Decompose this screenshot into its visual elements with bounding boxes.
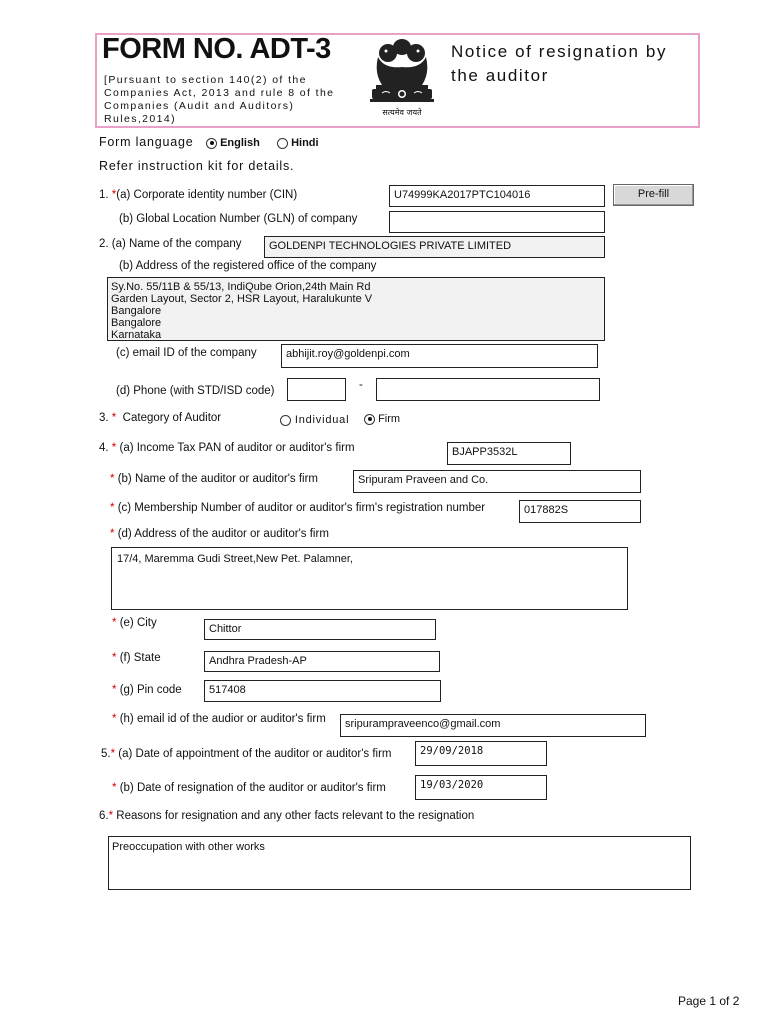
city-label: (e) City: [119, 617, 157, 629]
city-field[interactable]: Chittor: [204, 619, 436, 640]
auditor-name-row: [110, 473, 318, 485]
company-name-field[interactable]: GOLDENPI TECHNOLOGIES PRIVATE LIMITED: [264, 236, 605, 258]
page-number: Page 1 of 2: [678, 994, 740, 1008]
phone-label: (d) Phone (with STD/ISD code): [116, 385, 275, 397]
cin-field[interactable]: U74999KA2017PTC104016: [389, 185, 605, 207]
membership-field[interactable]: 017882S: [519, 500, 641, 523]
membership-label: (c) Membership Number of auditor or auditor's firm's registration number: [117, 502, 486, 514]
appointment-date-field[interactable]: 29/09/2018: [415, 741, 547, 766]
pan-field[interactable]: BJAPP3532L: [447, 442, 571, 465]
company-email-label: (c) email ID of the company: [116, 347, 257, 359]
q2-number: 2.: [99, 238, 109, 250]
address-line: Bangalore: [111, 317, 162, 329]
q5-number: 5.: [101, 748, 111, 760]
category-individual-option[interactable]: [280, 414, 349, 426]
required-mark: *: [110, 502, 115, 514]
pin-label: (g) Pin code: [119, 684, 182, 696]
auditor-email-label: (h) email id of the audior or auditor's firm: [119, 713, 326, 725]
q1-number: 1.: [99, 189, 109, 201]
q5-row-label: [101, 748, 392, 760]
required-mark: *: [112, 713, 117, 725]
city-row: [112, 617, 157, 629]
required-mark: *: [110, 748, 116, 760]
language-hindi-label: Hindi: [291, 137, 319, 149]
emblem-motto: सत्यमेव जयते: [382, 108, 422, 117]
q3-row-label: [99, 412, 221, 424]
reasons-field[interactable]: Preoccupation with other works: [108, 836, 691, 890]
required-mark: *: [112, 782, 117, 794]
appointment-label: (a) Date of appointment of the auditor or auditor's firm: [118, 748, 392, 760]
q4-number: 4.: [99, 442, 109, 454]
required-mark: *: [110, 528, 115, 540]
membership-row: [110, 502, 485, 514]
phone-number-field[interactable]: [376, 378, 600, 401]
state-field[interactable]: Andhra Pradesh-AP: [204, 651, 440, 672]
required-mark: *: [112, 684, 117, 696]
phone-dash: -: [359, 379, 363, 391]
radio-hindi[interactable]: [277, 138, 288, 149]
address-label: (b) Address of the registered office of the company: [119, 260, 377, 272]
address-line: Garden Layout, Sector 2, HSR Layout, Haralukunte V: [111, 293, 373, 305]
required-mark: *: [111, 412, 117, 424]
radio-english[interactable]: [206, 138, 217, 149]
required-mark: *: [108, 810, 114, 822]
cin-label: (a) Corporate identity number (CIN): [116, 189, 298, 201]
registered-address-field[interactable]: [107, 277, 605, 341]
address-line: Sy.No. 55/11B & 55/13, IndiQube Orion,24th Main Rd: [111, 281, 371, 293]
required-mark: *: [111, 442, 117, 454]
gln-field[interactable]: [389, 211, 605, 233]
pin-row: [112, 684, 182, 696]
q1-row-label: [99, 189, 297, 201]
auditor-name-field[interactable]: Sripuram Praveen and Co.: [353, 470, 641, 493]
auditor-email-row: [112, 713, 326, 725]
resignation-date-row: [112, 782, 386, 794]
resignation-date-label: (b) Date of resignation of the auditor or auditor's firm: [119, 782, 386, 794]
radio-firm[interactable]: [364, 414, 375, 425]
q3-number: 3.: [99, 412, 109, 424]
form-language-label: Form language: [99, 135, 194, 149]
auditor-address-row: [110, 528, 329, 540]
reasons-label: Reasons for resignation and any other facts relevant to the resignation: [116, 810, 475, 822]
required-mark: *: [110, 473, 115, 485]
pan-label: (a) Income Tax PAN of auditor or auditor's firm: [119, 442, 355, 454]
auditor-address-field[interactable]: 17/4, Maremma Gudi Street,New Pet. Palamner,: [111, 547, 628, 610]
category-label: Category of Auditor: [122, 412, 222, 424]
q6-row-label: [99, 810, 474, 822]
q6-number: 6.: [99, 810, 109, 822]
notice-title: Notice of resignation by the auditor: [451, 42, 668, 85]
required-mark: *: [111, 189, 117, 201]
pursuant-text: [Pursuant to section 140(2) of the Companies Act, 2013 and rule 8 of the Companies (Audit and Auditors) Rules,2014): [104, 74, 335, 125]
gln-label: (b) Global Location Number (GLN) of company: [119, 213, 358, 225]
address-line: Bangalore: [111, 305, 162, 317]
category-individual-label: Individual: [294, 414, 350, 426]
state-label: (f) State: [119, 652, 161, 664]
company-email-field[interactable]: abhijit.roy@goldenpi.com: [281, 344, 598, 368]
category-firm-option[interactable]: [364, 413, 400, 425]
state-emblem-logo: [362, 33, 442, 121]
required-mark: *: [112, 617, 117, 629]
state-row: [112, 652, 161, 664]
q2-row-label: [99, 238, 242, 250]
language-hindi-option[interactable]: [277, 137, 319, 149]
auditor-email-field[interactable]: sripurampraveenco@gmail.com: [340, 714, 646, 737]
auditor-name-label: (b) Name of the auditor or auditor's firm: [117, 473, 319, 485]
phone-std-field[interactable]: [287, 378, 346, 401]
required-mark: *: [112, 652, 117, 664]
resignation-date-field[interactable]: 19/03/2020: [415, 775, 547, 800]
company-name-label: (a) Name of the company: [111, 238, 242, 250]
pin-field[interactable]: 517408: [204, 680, 441, 702]
category-firm-label: Firm: [378, 413, 401, 425]
language-english-option[interactable]: [206, 137, 260, 149]
q4-row-label: [99, 442, 355, 454]
auditor-address-label: (d) Address of the auditor or auditor's firm: [117, 528, 329, 540]
prefill-button[interactable]: Pre-fill: [613, 184, 694, 206]
language-english-label: English: [220, 137, 260, 149]
radio-individual[interactable]: [280, 415, 291, 426]
address-line: Karnataka: [111, 329, 162, 341]
instruction-text: Refer instruction kit for details.: [99, 159, 295, 173]
form-number-title: FORM NO. ADT-3: [102, 33, 331, 65]
